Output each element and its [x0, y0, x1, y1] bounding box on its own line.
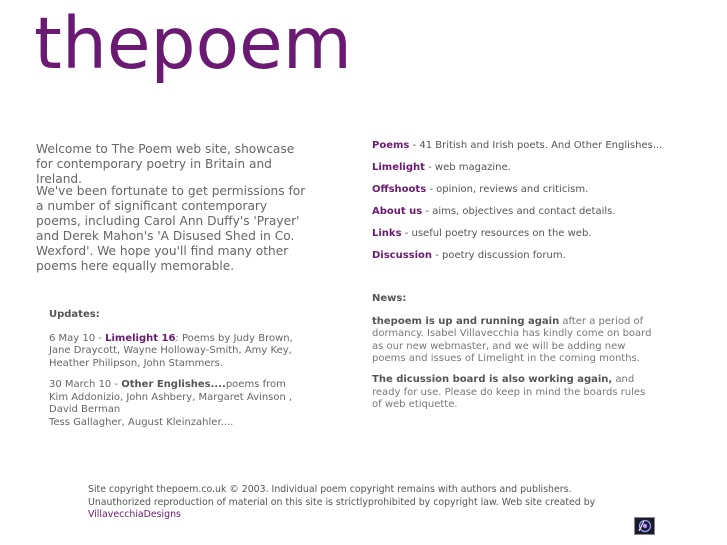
- limelight-16-link[interactable]: Limelight 16: [105, 332, 176, 344]
- news-item: [372, 374, 652, 412]
- nav-item-poems: [372, 139, 672, 161]
- update-date: 30 March 10 -: [49, 379, 122, 390]
- nav-item-about: [372, 205, 672, 227]
- welcome-intro: Welcome to The Poem web site, showcase for contemporary poetry in Britain and Ireland.: [36, 142, 295, 186]
- main-nav: [372, 139, 672, 271]
- update-text-line3: Tess Gallagher, August Kleinzahler....: [49, 416, 234, 428]
- update-text-line2: Kim Addonizio, John Ashbery, Margaret Avinson , David Berman: [49, 391, 293, 415]
- news-item-text: after a period of dormancy. Isabel Villavecchia has kindly come on board as our new webmaster, and we will be adding new poems and issues of Limelight in the coming months.: [372, 315, 652, 365]
- designer-badge-icon[interactable]: [634, 517, 655, 535]
- update-text: : Poems by Judy Brown, Jane Draycott, Wayne Holloway-Smith, Amy Key, Heather Philipson, John Stammers.: [49, 332, 293, 369]
- update-text: poems from: [225, 379, 286, 390]
- nav-link-poems[interactable]: Poems: [372, 140, 410, 151]
- nav-desc: - 41 British and Irish poets. And Other Englishes...: [409, 140, 663, 151]
- footer-legal: [88, 497, 688, 522]
- news-item-title: The dicussion board is also working again,: [372, 373, 613, 385]
- welcome-permissions: We've been fortunate to get permissions for a number of significant contemporary poems, including Carol Ann Duffy's 'Prayer' and Derek Mahon's 'A Disused Shed in Co. Wexford'. We hope you'll find many other poems here equally memorable.: [36, 184, 306, 273]
- nav-desc: - web magazine.: [424, 162, 511, 173]
- updates-heading: Updates:: [49, 309, 100, 320]
- nav-item-discussion: [372, 249, 672, 271]
- updates-section: [49, 309, 315, 438]
- update-date: 6 May 10 -: [49, 332, 106, 344]
- nav-desc: - useful poetry resources on the web.: [401, 228, 592, 239]
- nav-item-links: [372, 227, 672, 249]
- news-item-title: thepoem is up and running again: [372, 315, 560, 327]
- nav-link-limelight[interactable]: Limelight: [372, 162, 425, 173]
- nav-link-discussion[interactable]: Discussion: [372, 250, 433, 261]
- nav-link-offshoots[interactable]: Offshoots: [372, 184, 427, 195]
- news-item-text: and ready for use. Please do keep in mind the boards rules of web etiquette.: [372, 373, 646, 411]
- footer: [88, 484, 688, 522]
- other-englishes-link[interactable]: Other Englishes....: [121, 379, 226, 390]
- nav-item-offshoots: [372, 183, 672, 205]
- nav-link-links[interactable]: Links: [372, 228, 402, 239]
- nav-desc: - poetry discussion forum.: [432, 250, 566, 261]
- news-heading: News:: [372, 293, 407, 304]
- update-item: [49, 379, 315, 429]
- nav-desc: - aims, objectives and contact details.: [422, 206, 616, 217]
- nav-desc: - opinion, reviews and criticism.: [426, 184, 589, 195]
- site-logo[interactable]: thepoem: [34, 2, 352, 85]
- footer-copyright: Site copyright thepoem.co.uk © 2003. Individual poem copyright remains with authors and publishers.: [88, 484, 572, 495]
- nav-item-limelight: [372, 161, 672, 183]
- nav-link-about[interactable]: About us: [372, 206, 423, 217]
- footer-legal-text: Unauthorized reproduction of material on this site is strictlyprohibited by copyright law. Web site created by: [88, 496, 596, 508]
- designer-credit-link[interactable]: VillavecchiaDesigns: [88, 509, 181, 520]
- news-section: [372, 293, 652, 420]
- news-item: [372, 316, 652, 366]
- update-item: [49, 333, 315, 371]
